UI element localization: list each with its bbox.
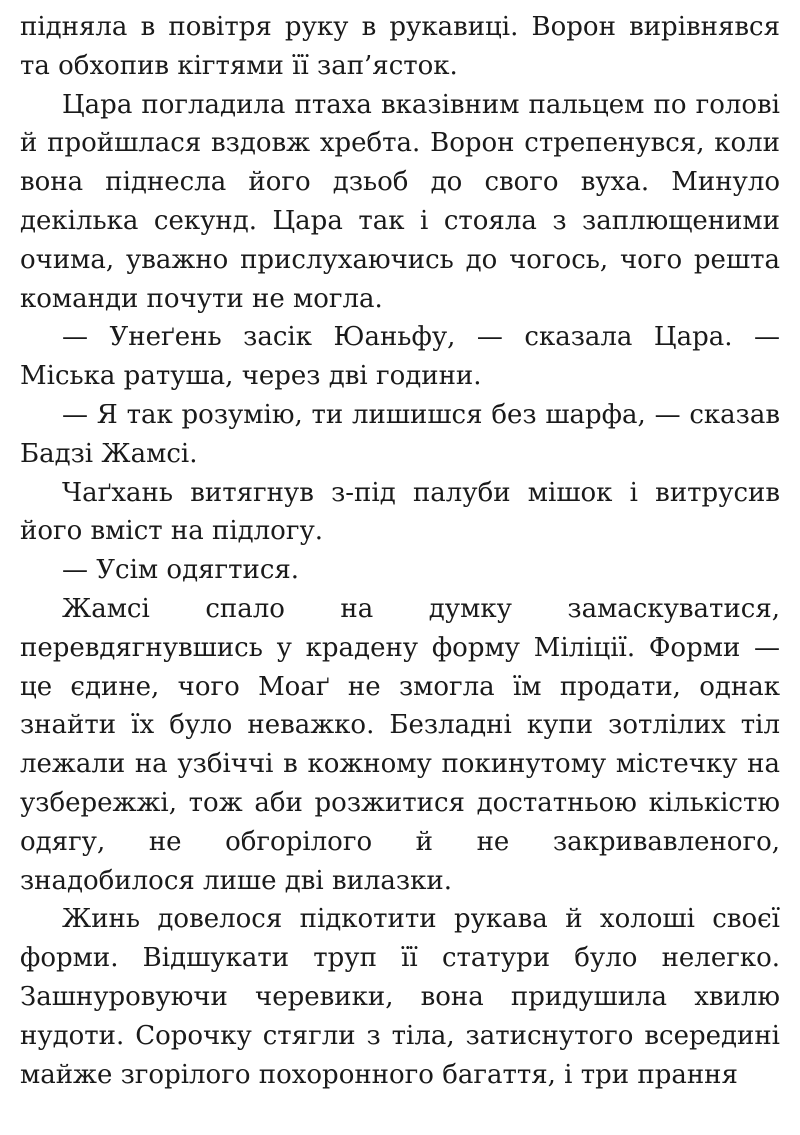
paragraph-6: — Усім одягтися. xyxy=(62,555,300,586)
paragraph-7: Жамсі спало на думку замаскуватися, перевдягнувшись у крадену форму Міліції. Форми — це єдине, чого Моаґ не змогла їм продати, однак знайти їх було неважко. Безладні купи зотлілих тіл лежали на узбіччі в кожному покинутому містечку на узбережжі, тож аби розжитися достатньою кількістю одягу, не обгорілого й не закривавленого, знадобилося лише дві вилазки. xyxy=(20,593,780,896)
paragraph-3: — Унеґень засік Юаньфу, — сказала Цара. — Міська ратуша, через дві години. xyxy=(20,322,780,392)
paragraph-2: Цара погладила птаха вказівним пальцем по голові й пройшлася вздовж хребта. Ворон стрепенувся, коли вона піднесла його дзьоб до свого вуха. Минуло декілька секунд. Цара так і стояла з заплющеними очима, уважно прислухаючись до чогось, чого решта команди почути не могла. xyxy=(20,89,780,314)
paragraph-4: — Я так розумію, ти лишишся без шарфа, — сказав Бадзі Жамсі. xyxy=(20,399,780,469)
paragraph-8: Жинь довелося підкотити рукава й холоші своєї форми. Відшукати труп її статури було нелегко. Зашнуровуючи черевики, вона придушила хвилю нудоти. Сорочку стягли з тіла, затиснутого всередині майже згорілого похоронного багаття, і три прання xyxy=(20,904,780,1090)
paragraph-1: підняла в повітря руку в рукавиці. Ворон вирівнявся та обхопив кігтями її зап’ясток. xyxy=(20,12,780,81)
paragraph-5: Чаґхань витягнув з-під палуби мішок і витрусив його вміст на підлогу. xyxy=(20,477,780,547)
book-page xyxy=(20,8,780,1094)
